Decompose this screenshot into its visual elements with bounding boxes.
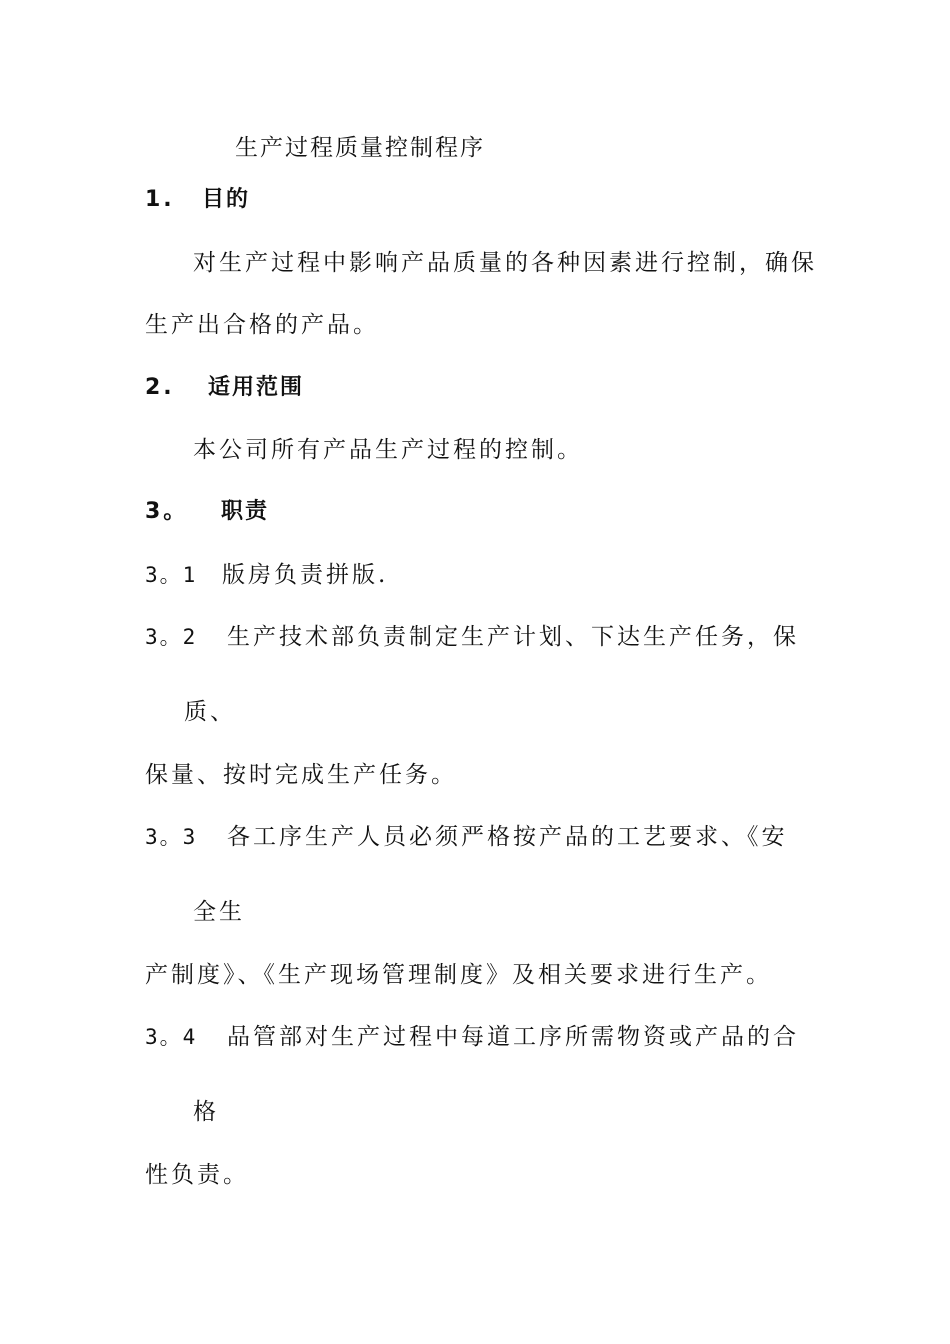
item-3-4 (145, 1022, 799, 1052)
section-2-title: 适用范围 (208, 375, 305, 400)
item-3-3-number: 3。3 (145, 825, 198, 849)
item-3-3 (145, 822, 788, 852)
item-3-2 (145, 622, 799, 652)
item-3-3-line-1: 各工序生产人员必须严格按产品的工艺要求、《安 (227, 824, 788, 850)
item-3-3-line-2: 全生 (193, 899, 245, 925)
section-1-paragraph-line-2: 生产出合格的产品。 (145, 312, 379, 338)
section-3-title: 职责 (221, 499, 270, 524)
item-3-2-number: 3。2 (145, 625, 198, 649)
section-2-paragraph: 本公司所有产品生产过程的控制。 (193, 437, 583, 463)
section-1-number: 1. (145, 187, 175, 212)
section-1-title: 目的 (202, 187, 251, 212)
item-3-4-line-1: 品管部对生产过程中每道工序所需物资或产品的合 (227, 1024, 799, 1050)
section-2-number: 2. (145, 375, 175, 400)
item-3-4-line-3: 性负责。 (145, 1162, 249, 1188)
document-title: 生产过程质量控制程序 (235, 135, 485, 161)
item-3-2-line-1: 生产技术部负责制定生产计划、下达生产任务，保 (227, 624, 799, 650)
section-1-paragraph-line-1: 对生产过程中影响产品质量的各种因素进行控制，确保 (193, 250, 817, 276)
item-3-4-line-2: 格 (193, 1099, 219, 1125)
item-3-1-text: 版房负责拼版. (222, 562, 389, 588)
section-3-number: 3。 (145, 499, 189, 524)
item-3-3-line-3: 产制度》、《生产现场管理制度》及相关要求进行生产。 (145, 962, 772, 988)
item-3-1-number: 3。1 (145, 563, 198, 587)
item-3-2-line-2: 质、 (184, 699, 236, 725)
item-3-2-line-3: 保量、按时完成生产任务。 (145, 762, 457, 788)
item-3-4-number: 3。4 (145, 1025, 198, 1049)
item-3-1 (145, 560, 389, 590)
